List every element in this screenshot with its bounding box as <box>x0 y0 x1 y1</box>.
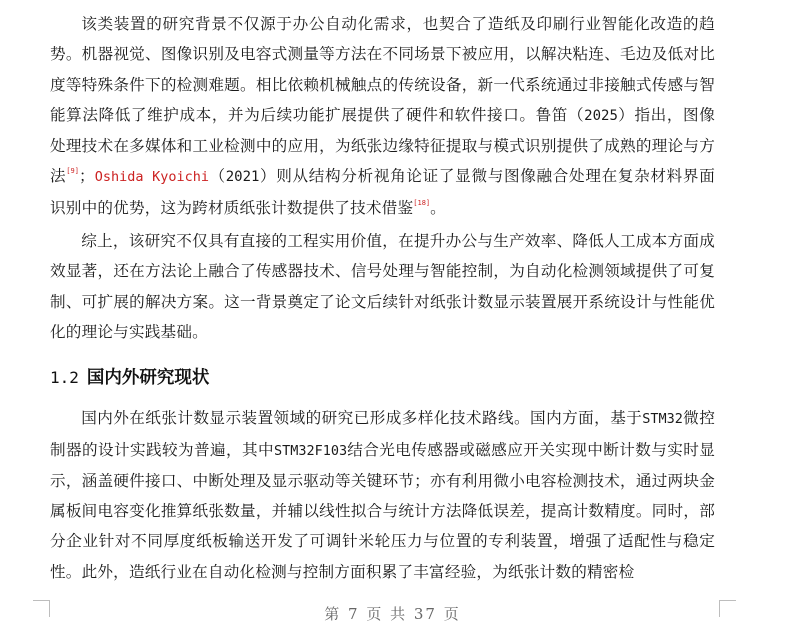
paragraph-text: 。 <box>430 198 446 217</box>
section-heading <box>50 365 715 391</box>
chip-name: STM32F103 <box>273 442 348 459</box>
citation-marker[interactable]: [18] <box>413 198 431 207</box>
citation-marker[interactable]: [9] <box>66 167 79 176</box>
page-body <box>50 9 715 587</box>
paragraph-text: 国内外在纸张计数显示装置领域的研究已形成多样化技术路线。国内方面，基于 <box>81 409 643 428</box>
page-number: 第 7 页 共 37 页 <box>324 605 461 623</box>
paragraph-text: 微控制器的设计实践较为普遍，其中 <box>50 409 715 459</box>
paragraph-text: ）指出，图像处理技术在多媒体和工业检测中的应用，为纸张边缘特征提取与模式识别提供了成熟的理论与方法 <box>50 105 715 186</box>
year: 2025 <box>584 107 618 124</box>
body-paragraph-research-status <box>50 403 715 587</box>
paragraph-text: ）则从结构分析视角论证了显微与图像融合处理在复杂材料界面识别中的优势，这为跨材质纸张计数提供了技术借鉴 <box>50 167 715 217</box>
author-name: Oshida Kyoichi <box>94 169 209 186</box>
page-footer <box>0 598 785 625</box>
paragraph-text: （ <box>209 167 226 186</box>
body-paragraph-background <box>50 9 715 223</box>
paragraph-text: ； <box>78 167 95 186</box>
body-paragraph-summary: 综上，该研究不仅具有直接的工程实用价值，在提升办公与生产效率、降低人工成本方面成效显著，还在方法论上融合了传感器技术、信号处理与智能控制，为自动化检测领域提供了可复制、可扩展的解决方案。这一背景奠定了论文后续针对纸张计数显示装置展开系统设计与性能优化的理论与实践基础。 <box>50 232 715 341</box>
section-title: 国内外研究现状 <box>86 368 210 389</box>
paragraph-text: 该类装置的研究背景不仅源于办公自动化需求，也契合了造纸及印刷行业智能化改造的趋势。机器视觉、图像识别及电容式测量等方法在不同场景下被应用，以解决粘连、毛边及低对比度等特殊条件下的检测难题。相比依赖机械触点的传统设备，新一代系统通过非接触式传感与智能算法降低了维护成本，并为后续功能扩展提供了硬件和软件接口。鲁笛（ <box>50 15 715 124</box>
paragraph-text: 结合光电传感器或磁感应开关实现中断计数与实时显示，涵盖硬件接口、中断处理及显示驱动等关键环节；亦有利用微小电容检测技术，通过两块金属板间电容变化推算纸张数量，并辅以线性拟合与统计方法降低误差，提高计数精度。同时，部分企业针对不同厚度纸板输送开发了可调针米轮压力与位置的专利装置，增强了适配性与稳定性。此外，造纸行业在自动化检测与控制方面积累了丰富经验，为纸张计数的精密检 <box>50 440 715 581</box>
section-number: 1.2 <box>50 368 79 388</box>
chip-name: STM32 <box>642 411 683 428</box>
year: 2021 <box>225 169 260 186</box>
